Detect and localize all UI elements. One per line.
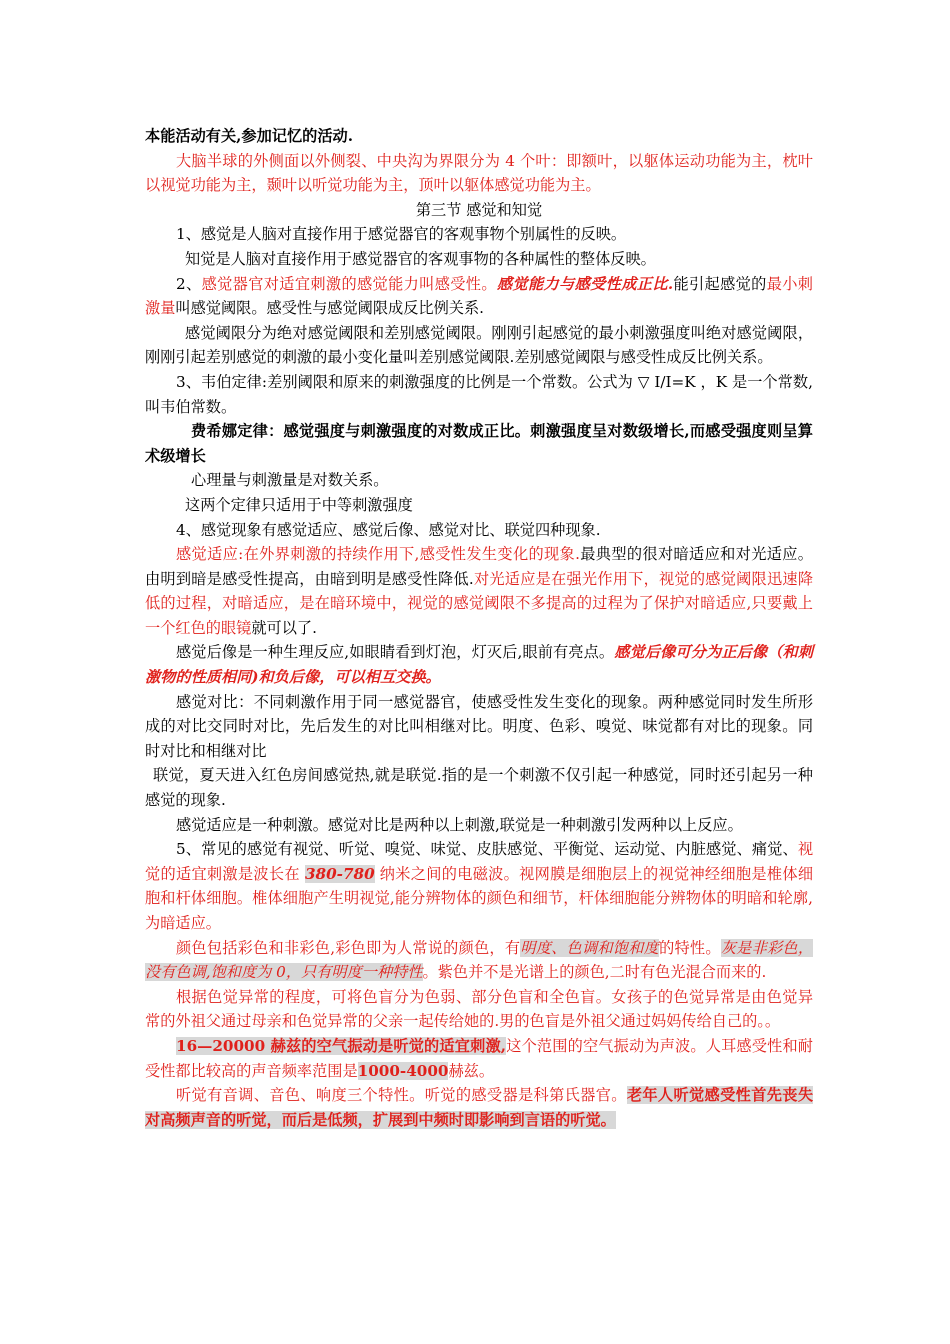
paragraph-brain-lobes: 大脑半球的外侧面以外侧裂、中央沟为界限分为 4 个叶：即额叶，以躯体运动功能为主，枕叶以视觉功能为主，颞叶以听觉功能为主，顶叶以躯体感觉功能为主。 [145,151,813,195]
paragraph-adaptation [145,542,813,640]
paragraph-threshold: 感觉阈限分为绝对感觉阈限和差别感觉阈限。刚刚引起感觉的最小刺激强度叫绝对感觉阈限，刚刚引起差别感觉的刺激的最小变化量叫差别感觉阈限.差别感觉阈限与感受性成反比例关系。 [145,323,813,367]
text-run-highlight: 16—20000 赫兹的空气振动是听觉的适宜刺激, [176,1036,507,1055]
text-run: 能引起感觉的 [673,274,767,293]
paragraph-sensation-def: 1、感觉是人脑对直接作用于感觉器官的客观事物个别属性的反映。 [176,225,627,244]
text-run: 就可以了. [251,618,317,637]
text-run: 叫感觉阈限。感受性与感觉阈限成反比例关系. [175,299,484,318]
paragraph-sensitivity [145,272,813,321]
paragraph-contrast: 感觉对比：不同刺激作用于同一感觉器官，使感受性发生变化的现象。两种感觉同时发生所形成的对比交同时对比，先后发生的对比叫相继对比。明度、色彩、嗅觉、味觉都有对比的现象。同时对比和相继对比 [145,692,813,760]
text-run-red-bold-italic: 感觉后像可分为正后像（和刺激物的性质相同)和负后像，可以相互交换。 [145,643,814,687]
text-run: 感觉后像是一种生理反应,如眼睛看到灯泡，灯灭后,眼前有亮点。 [176,643,615,662]
paragraph-hearing-stimulus [145,1034,813,1083]
paragraph-synesthesia: 联觉，夏天进入红色房间感觉热,就是联觉.指的是一个刺激不仅引起一种感觉，同时还引起另一种感觉的现象. [145,766,813,810]
section-title: 第三节 感觉和知觉 [415,200,543,219]
text-run-highlight: 老年人听觉感受性首先丧失对高频声音的听觉，而后是低频，扩展到中频时即影响到言语的听觉。 [145,1086,814,1129]
text-run-red: 。紫色并不是光谱上的颜色,二时有色光混合而来的. [422,963,767,982]
paragraph-weber: 3、韦伯定律:差别阈限和原来的刺激强度的比例是一个常数。公式为 ▽ I/I=K ，K 是一个常数,叫韦伯常数。 [145,372,813,416]
text-run-red: 赫兹。 [448,1061,495,1080]
text-run-highlight: 380-780 [304,864,375,883]
paragraph-fechner: 费希娜定律：感觉强度与刺激强度的对数成正比。刺激强度呈对数级增长,而感受强度则呈算术级增长 [145,422,813,465]
text-run-highlight: 灰是非彩色，没有色调,饱和度为 0，只有明度一种特性 [145,938,814,982]
paragraph-afterimage [145,640,813,689]
text-run-red: 感觉器官对适宜刺激的感觉能力叫感受性。 [201,274,497,293]
paragraph-phenomena: 4、感觉现象有感觉适应、感觉后像、感觉对比、联觉四种现象. [176,520,601,539]
paragraph-hearing-properties [145,1083,813,1132]
paragraph-color [145,936,813,985]
paragraph-perception-def: 知觉是人脑对直接作用于感觉器官的客观事物的各种属性的整体反映。 [185,249,656,268]
text-run-red: 听觉有音调、音色、响度三个特性。听觉的感受器是科第氏器官。 [176,1086,627,1105]
paragraph-1: 本能活动有关,参加记忆的活动. [145,127,354,145]
text-run-red: 颜色包括彩色和非彩色,彩色即为人常说的颜色，有 [176,938,521,957]
paragraph-log-relation: 心理量与刺激量是对数关系。 [191,471,389,490]
text-run-red: 纳米之间的电磁波。视网膜是细胞层上的视觉神经细胞是椎体细胞和杆体细胞。椎体细胞产生明视觉,能分辨物体的颜色和细节，杆体细胞能分辨物体的明暗和轮廓,为暗适应。 [145,864,814,932]
text-run-red: 这个范围的空气振动为声波。人耳感受性和耐受性都比较高的声音频率范围是 [145,1036,813,1080]
text-run: 5、常见的感觉有视觉、听觉、嗅觉、味觉、皮肤感觉、平衡觉、运动觉、内脏感觉、痛觉、 [176,840,798,859]
text-run-highlight: 1000-4000 [357,1061,449,1080]
text-run-red: 对光适应是在强光作用下，视觉的感觉阈限迅速降低的过程，对暗适应，是在暗环境中，视觉的感觉阈限不多提高的过程为了保护对暗适应,只要戴上一个红色的眼镜 [145,569,814,637]
text-run-red: 的特性。 [659,938,721,957]
text-run-red: 最小刺激量 [145,274,813,318]
paragraph-color-blindness: 根据色觉异常的程度，可将色盲分为色弱、部分色盲和全色盲。女孩子的色觉异常是由色觉异常的外祖父通过母亲和色觉异常的父亲一起传给她的.男的色盲是外祖父通过妈妈传给自己的。。 [145,987,813,1031]
paragraph-vision [145,837,813,935]
text-run-highlight: 明度、色调和饱和度 [520,938,660,957]
document-page [145,124,813,1132]
text-run-red-bold-italic: 感觉能力与感受性成正比. [496,274,674,293]
paragraph-summary: 感觉适应是一种刺激。感觉对比是两种以上刺激,联觉是一种刺激引发两种以上反应。 [176,815,743,834]
text-run: 最典型的很对暗适应和对光适应。由明到暗是感受性提高，由暗到明是感受性降低. [145,545,813,588]
text-run: 2、 [176,274,202,293]
paragraph-laws-scope: 这两个定律只适用于中等刺激强度 [185,495,413,514]
text-run-red: 感觉适应:在外界刺激的持续作用下,感受性发生变化的现象. [176,545,580,564]
text-run-red: 视觉的适宜刺激是波长在 [145,840,813,883]
